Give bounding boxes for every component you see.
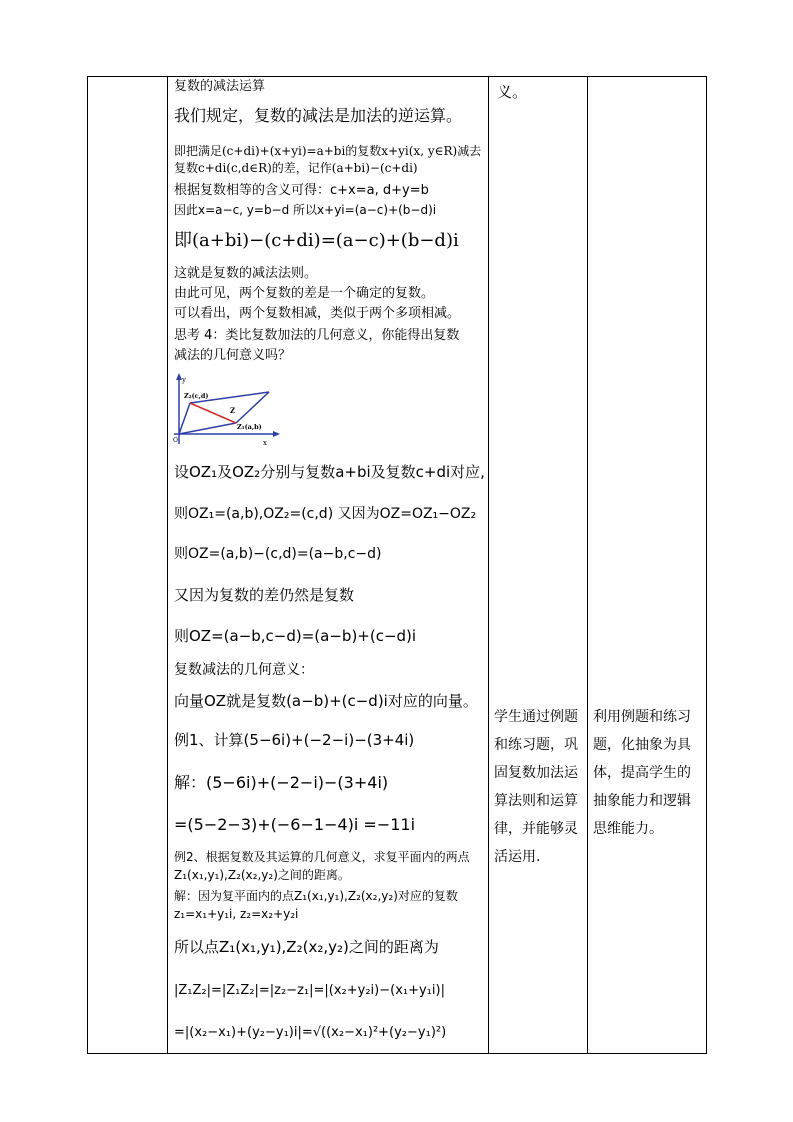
vector-oz1 <box>179 423 236 434</box>
note-line-2: 由此可见，两个复数的差是一个确定的复数。 <box>174 286 435 301</box>
vector-oz-difference: 则OZ=(a,b)−(c,d)=(a−b,c−d) <box>174 546 382 562</box>
col3-continuation: 义。 <box>497 83 528 101</box>
geometric-meaning-title: 复数减法的几何意义： <box>174 662 314 678</box>
section-heading: 复数的减法运算 <box>174 79 266 94</box>
subtraction-geometry-figure <box>172 372 282 448</box>
geometric-meaning-statement: 向量OZ就是复数(a−b)+(c−d)i对应的向量。 <box>174 692 478 710</box>
origin-label: O <box>173 437 178 444</box>
distance-formula-line-2: =|(x₂−x₁)+(y₂−y₁)i|=√((x₂−x₁)²+(y₂−y₁)²) <box>174 1025 447 1040</box>
think4-line-1: 思考 4：类比复数加法的几何意义，你能得出复数 <box>174 328 460 343</box>
example1-question: 例1、计算(5−6i)+(−2−i)−(3+4i) <box>174 731 415 749</box>
rule-statement: 我们规定，复数的减法是加法的逆运算。 <box>174 106 463 125</box>
example2-solution-line-2: z₁=x₁+y₁i, z₂=x₂+y₂i <box>174 907 299 921</box>
definition-line-2: 复数c+di(c,d∈R)的差，记作(a+bi)−(c+di) <box>174 161 418 175</box>
table-col-border-2 <box>488 76 489 1054</box>
vectors-components: 则OZ₁=(a,b),OZ₂=(c,d) 又因为OZ=OZ₁−OZ₂ <box>174 506 477 522</box>
z2-point-label: Z₂(c,d) <box>184 392 209 400</box>
definition-line-1: 即把满足(c+di)+(x+yi)=a+bi的复数x+yi(x, y∈R)减去 <box>174 144 482 158</box>
example2-question-line-2: Z₁(x₁,y₁),Z₂(x₂,y₂)之间的距离。 <box>174 868 350 882</box>
x-axis-arrow <box>273 431 280 437</box>
distance-formula-line-1: |Z₁Z₂|=|Z₁Z₂|=|z₂−z₁|=|(x₂+y₂i)−(x₁+y₁i)| <box>174 983 445 998</box>
note-line-1: 这就是复数的减法法则。 <box>174 266 318 281</box>
vector-oz2 <box>179 403 190 434</box>
think4-line-2: 减法的几何意义吗？ <box>174 348 292 363</box>
design-intent-text: 利用例题和练习题，化抽象为具体，提高学生的抽象能力和逻辑思维能力。 <box>593 709 691 837</box>
table-col-border-4 <box>706 76 707 1054</box>
table-bottom-border <box>87 1053 707 1054</box>
still-complex-statement: 又因为复数的差仍然是复数 <box>174 586 355 604</box>
distance-intro: 所以点Z₁(x₁,y₁),Z₂(x₂,y₂)之间的距离为 <box>174 938 439 956</box>
equal-meaning: 根据复数相等的含义可得：c+x=a, d+y=b <box>174 183 429 198</box>
example2-question-line-1: 例2、根据复数及其运算的几何意义，求复平面内的两点 <box>174 850 470 864</box>
z1-point-label: Z₁(a,b) <box>237 423 262 431</box>
table-col-border-1 <box>167 76 168 1054</box>
x-axis-label: x <box>263 439 267 447</box>
therefore-line: 因此x=a−c, y=b−d 所以x+yi=(a−c)+(b−d)i <box>174 203 437 217</box>
z-point-label: Z <box>230 406 236 415</box>
example1-solution-line-2: =(5−2−3)+(−6−1−4)i =−11i <box>174 815 416 834</box>
vectors-correspondence: 设OZ₁及OZ₂分别与复数a+bi及复数c+di对应, <box>174 463 485 481</box>
note-line-3: 可以看出，两个复数相减，类似于两个多项相减。 <box>174 306 461 321</box>
table-top-border <box>87 76 707 77</box>
y-axis-label: y <box>182 376 186 384</box>
table-col-border-0 <box>87 76 88 1054</box>
table-col-border-3 <box>587 76 588 1054</box>
example1-solution-line-1: 解：(5−6i)+(−2−i)−(3+4i) <box>174 773 389 792</box>
example2-solution-line-1: 解：因为复平面内的点Z₁(x₁,y₁),Z₂(x₂,y₂)对应的复数 <box>174 889 458 903</box>
student-activity-text: 学生通过例题和练习题，巩固复数加法运算法则和运算律，并能够灵活运用. <box>494 709 578 865</box>
oz-result-formula: 则OZ=(a−b,c−d)=(a−b)+(c−d)i <box>174 627 417 645</box>
subtraction-rule-formula: 即(a+bi)−(c+di)=(a−c)+(b−d)i <box>174 230 459 251</box>
